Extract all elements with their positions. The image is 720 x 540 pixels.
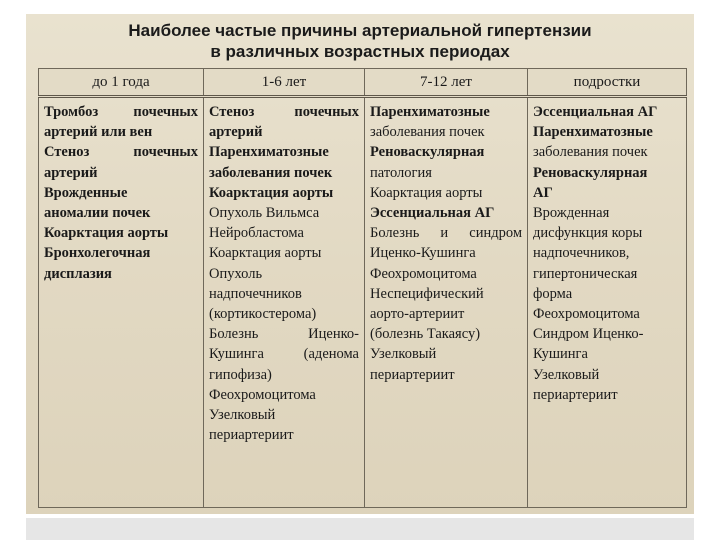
cause-line: Феохромоцитома bbox=[370, 265, 477, 282]
cause-line: заболевания почек bbox=[370, 124, 485, 141]
cause-line: (болезнь Такаясу) bbox=[370, 326, 481, 343]
cause-line: надпочечников, bbox=[533, 245, 630, 262]
column-header-1-6: 1-6 лет bbox=[204, 69, 365, 97]
cause-line: Стеноз почечных bbox=[44, 144, 198, 161]
cause-line: периартериит bbox=[370, 366, 455, 383]
cause-line: Паренхиматозные bbox=[370, 104, 490, 120]
cause-line: Узелковый bbox=[209, 407, 276, 424]
cause-line: Стеноз почечных bbox=[209, 104, 359, 120]
cause-line: надпочечников bbox=[209, 285, 302, 302]
cause-line: артерий или вен bbox=[44, 124, 153, 141]
cause-line: Коарктация аорты bbox=[44, 225, 169, 242]
cause-line: Опухоль Вильмса bbox=[209, 205, 320, 222]
cause-line: Врожденная bbox=[533, 205, 610, 222]
cause-line: Эссенциальная АГ bbox=[533, 104, 658, 120]
causes-table bbox=[38, 68, 687, 508]
cause-line: аорто-артериит bbox=[370, 306, 465, 323]
cause-line: заболевания почек bbox=[533, 144, 648, 161]
slide bbox=[26, 14, 694, 514]
cause-line: Паренхиматозные bbox=[209, 144, 329, 161]
cause-line: Иценко-Кушинга bbox=[370, 245, 476, 262]
cause-line: патология bbox=[370, 164, 432, 181]
cause-line: Феохромоцитома bbox=[533, 306, 640, 323]
cause-line: Кушинга bbox=[533, 346, 588, 363]
cause-line: Нейробластома bbox=[209, 225, 304, 242]
cause-line: Реноваскулярная bbox=[370, 144, 485, 161]
cause-line: периартериит bbox=[209, 427, 294, 444]
page-title bbox=[26, 20, 694, 62]
cause-line: Синдром Иценко- bbox=[533, 326, 644, 343]
cause-line: Болезнь и синдром bbox=[370, 225, 522, 242]
table-row bbox=[39, 97, 687, 508]
cause-line: гипофиза) bbox=[209, 366, 272, 383]
cause-line: (кортикостерома) bbox=[209, 306, 317, 323]
cause-line: артерий bbox=[44, 164, 98, 181]
cause-line: Узелковый bbox=[370, 346, 437, 363]
cause-line: дисфункция коры bbox=[533, 225, 643, 242]
cause-line: Неспецифический bbox=[370, 285, 484, 302]
cause-line: аномалии почек bbox=[44, 205, 151, 222]
cause-line: Тромбоз почечных bbox=[44, 104, 198, 120]
cause-line: Паренхиматозные bbox=[533, 124, 653, 141]
cause-line: Эссенциальная АГ bbox=[370, 205, 495, 222]
cause-line: Реноваскулярная bbox=[533, 164, 648, 181]
bottom-strip bbox=[26, 518, 694, 540]
table-header-row bbox=[39, 69, 687, 97]
title-line-1: Наиболее частые причины артериальной гипертензии bbox=[128, 21, 592, 40]
cause-line: Коарктация аорты bbox=[209, 184, 334, 201]
cause-line: Болезнь Иценко- bbox=[209, 326, 359, 343]
cause-line: Кушинга (аденома bbox=[209, 346, 359, 363]
column-header-teens: подростки bbox=[528, 69, 687, 97]
causes-cell-1-6 bbox=[204, 97, 365, 508]
cause-line: Коарктация аорты bbox=[209, 245, 322, 262]
cause-line: Узелковый bbox=[533, 366, 600, 383]
cause-line: артерий bbox=[209, 124, 263, 141]
cause-line: заболевания почек bbox=[209, 164, 333, 181]
causes-cell-teens bbox=[528, 97, 687, 508]
cause-line: Коарктация аорты bbox=[370, 184, 483, 201]
cause-line: дисплазия bbox=[44, 265, 112, 282]
cause-line: периартериит bbox=[533, 386, 618, 403]
column-header-7-12: 7-12 лет bbox=[365, 69, 528, 97]
cause-line: гипертоническая bbox=[533, 265, 638, 282]
cause-line: Опухоль bbox=[209, 265, 263, 282]
cause-line: Бронхолегочная bbox=[44, 245, 151, 262]
cause-line: Врожденные bbox=[44, 184, 128, 201]
cause-line: форма bbox=[533, 285, 573, 302]
cause-line: АГ bbox=[533, 184, 553, 201]
causes-cell-7-12 bbox=[365, 97, 528, 508]
causes-cell-infants bbox=[39, 97, 204, 508]
title-line-2: в различных возрастных периодах bbox=[210, 42, 510, 61]
column-header-infants: до 1 года bbox=[39, 69, 204, 97]
cause-line: Феохромоцитома bbox=[209, 386, 316, 403]
